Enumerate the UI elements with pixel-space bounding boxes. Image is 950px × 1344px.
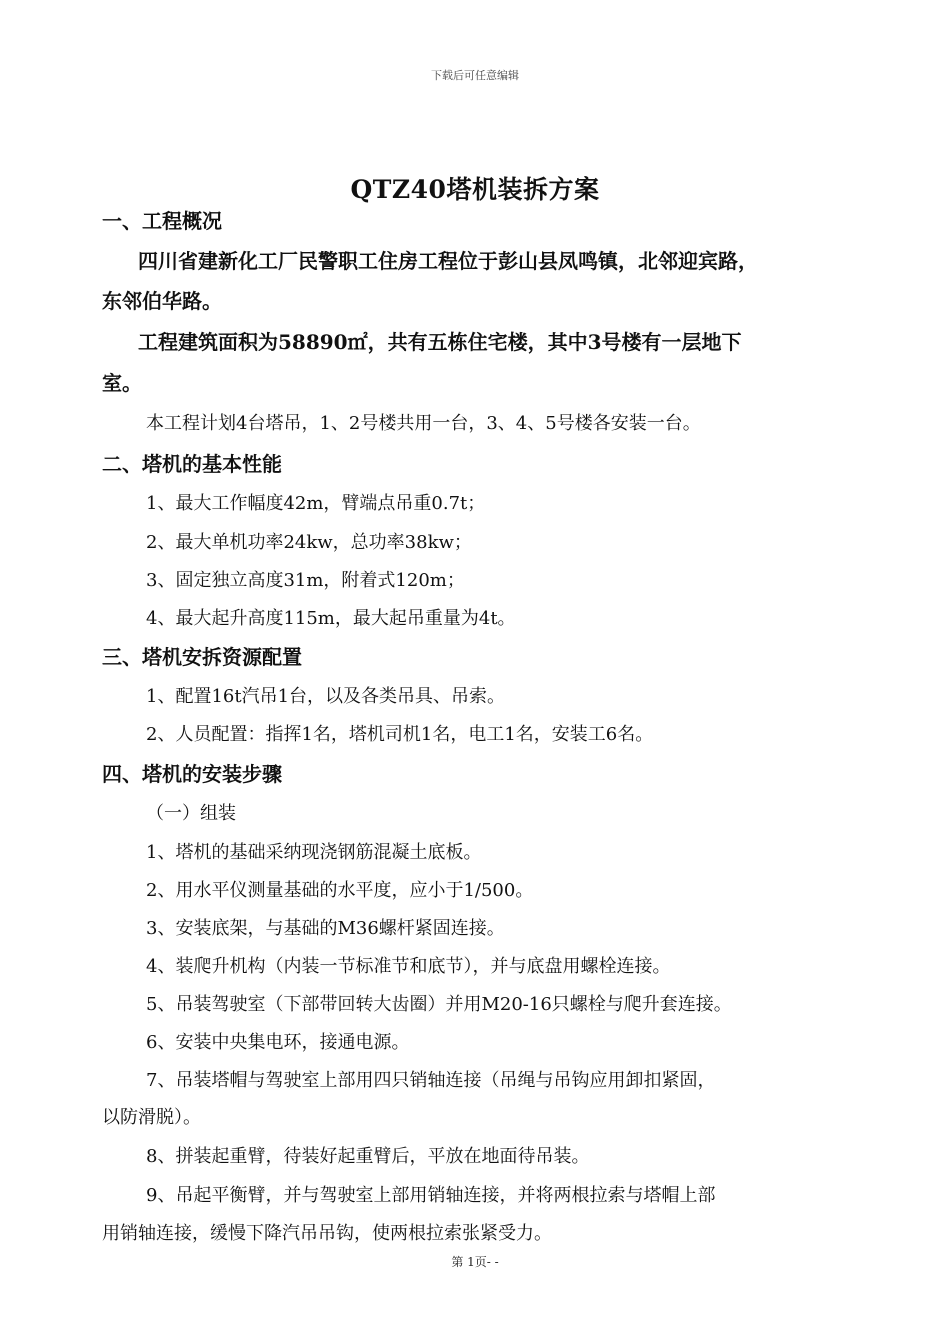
overview-paragraph-line: 东邻伯华路。 bbox=[102, 289, 222, 313]
subsection-heading-assembly: （一）组装 bbox=[146, 803, 236, 824]
assembly-step: 8、拼装起重臂，待装好起重臂后，平放在地面待吊装。 bbox=[146, 1146, 590, 1167]
assembly-step: 6、安装中央集电环，接通电源。 bbox=[146, 1032, 410, 1053]
header-note: 下载后可任意编辑 bbox=[431, 69, 519, 82]
performance-item: 4、最大起升高度115m，最大起吊重量为4t。 bbox=[146, 608, 516, 629]
resource-item: 2、人员配置：指挥1名，塔机司机1名，电工1名，安装工6名。 bbox=[146, 724, 654, 745]
page-number-footer: 第 1页- - bbox=[451, 1255, 499, 1269]
area-paragraph-line: 室。 bbox=[102, 371, 142, 395]
section-heading-resources: 三、塔机安拆资源配置 bbox=[102, 645, 302, 669]
assembly-step: 4、装爬升机构（内装一节标准节和底节），并与底盘用螺栓连接。 bbox=[146, 956, 671, 977]
performance-item: 2、最大单机功率24kw，总功率38kw； bbox=[146, 532, 472, 553]
assembly-step: 7、吊装塔帽与驾驶室上部用四只销轴连接（吊绳与吊钩应用卸扣紧固， bbox=[146, 1070, 716, 1091]
assembly-step-continuation: 用销轴连接，缓慢下降汽吊吊钩，使两根拉索张紧受力。 bbox=[102, 1223, 552, 1244]
assembly-step-continuation: 以防滑脱）。 bbox=[102, 1107, 201, 1128]
document-title: QTZ40塔机装拆方案 bbox=[350, 175, 600, 204]
assembly-step: 5、吊装驾驶室（下部带回转大齿圈）并用M20-16只螺栓与爬升套连接。 bbox=[146, 994, 732, 1015]
assembly-step: 1、塔机的基础采纳现浇钢筋混凝土底板。 bbox=[146, 842, 482, 863]
assembly-step: 9、吊起平衡臂，并与驾驶室上部用销轴连接，并将两根拉索与塔帽上部 bbox=[146, 1185, 716, 1206]
performance-item: 3、固定独立高度31m，附着式120m； bbox=[146, 570, 465, 591]
area-paragraph-line: 工程建筑面积为58890㎡，共有五栋住宅楼，其中3号楼有一层地下 bbox=[138, 330, 742, 354]
section-heading-performance: 二、塔机的基本性能 bbox=[102, 452, 282, 476]
crane-plan-paragraph: 本工程计划4台塔吊，1、2号楼共用一台，3、4、5号楼各安装一台。 bbox=[146, 413, 701, 434]
performance-item: 1、最大工作幅度42m，臂端点吊重0.7t； bbox=[146, 493, 486, 514]
assembly-step: 2、用水平仪测量基础的水平度，应小于1/500。 bbox=[146, 880, 534, 901]
assembly-step: 3、安装底架，与基础的M36螺杆紧固连接。 bbox=[146, 918, 505, 939]
resource-item: 1、配置16t汽吊1台，以及各类吊具、吊索。 bbox=[146, 686, 506, 707]
overview-paragraph-line: 四川省建新化工厂民警职工住房工程位于彭山县凤鸣镇，北邻迎宾路， bbox=[138, 249, 758, 273]
section-heading-installation: 四、塔机的安装步骤 bbox=[102, 762, 282, 786]
section-heading-overview: 一、工程概况 bbox=[102, 209, 222, 233]
